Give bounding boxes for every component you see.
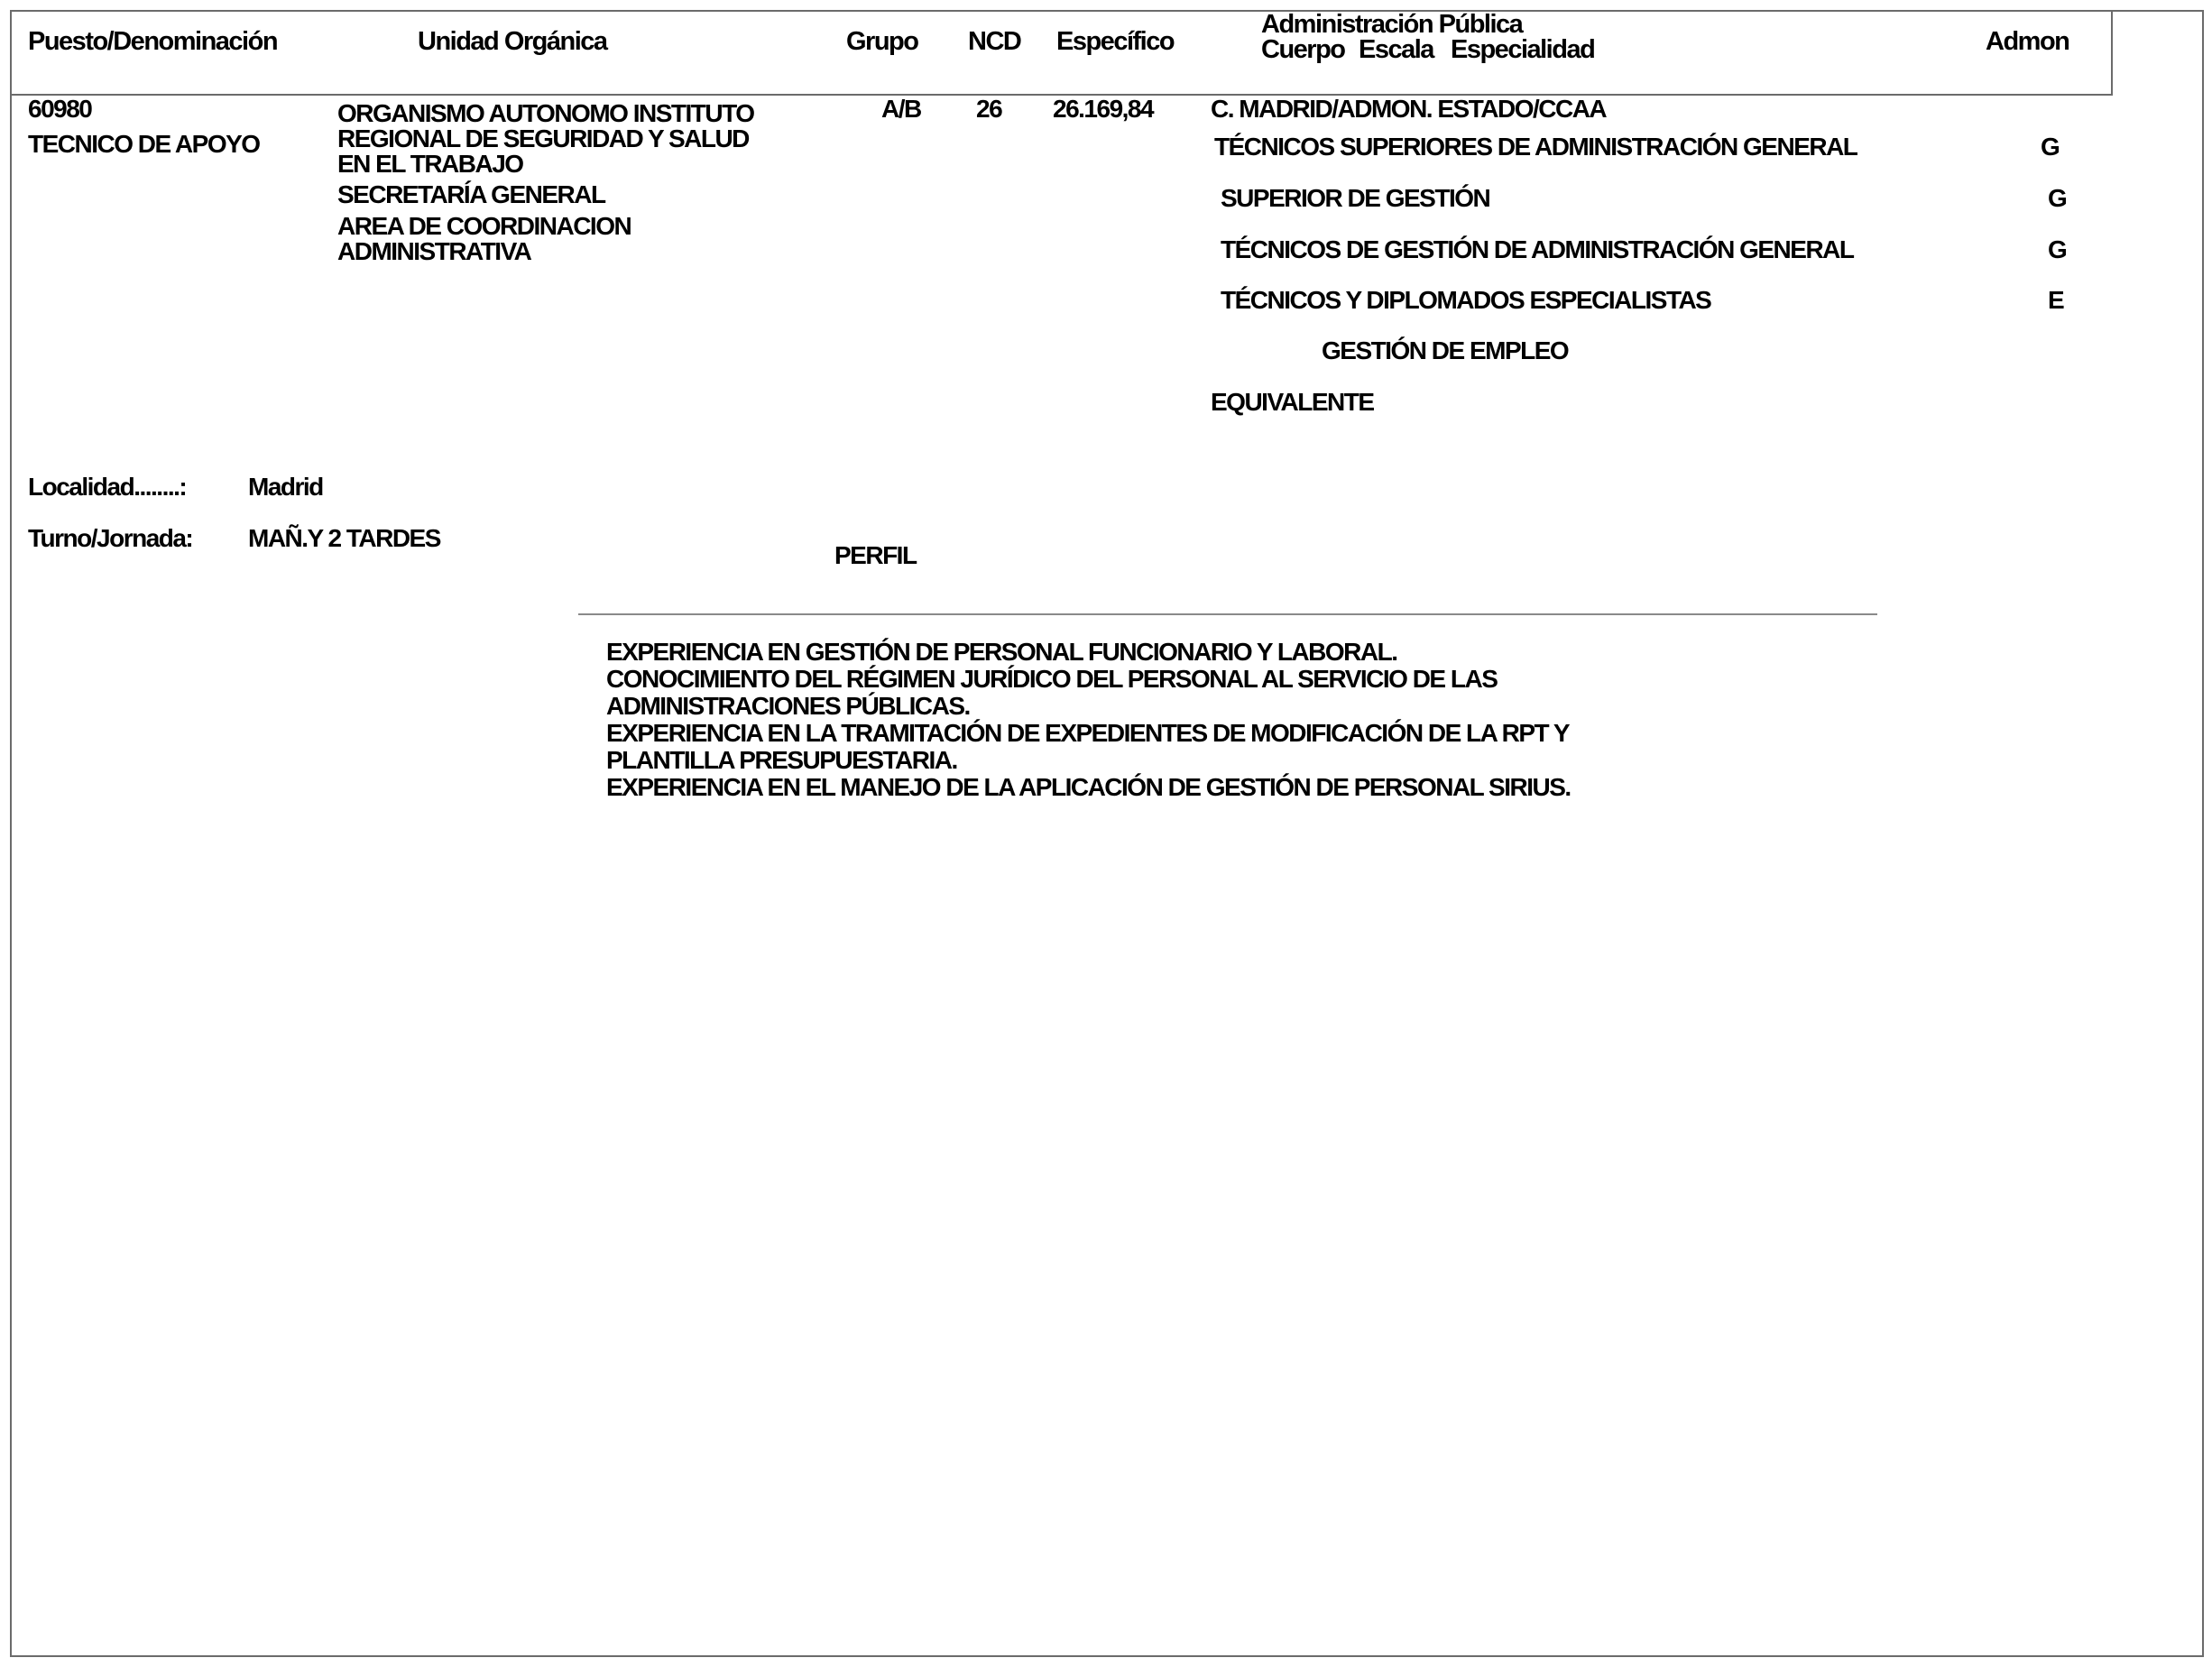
unidad-line: ORGANISMO AUTONOMO INSTITUTO (337, 99, 754, 127)
header-especifico: Específico (1056, 27, 1175, 56)
unidad-line: EN EL TRABAJO (337, 150, 523, 178)
header-escala: Escala (1359, 35, 1433, 64)
record-ncd: 26 (976, 95, 1002, 123)
record-especifico: 26.169,84 (1053, 95, 1154, 123)
header-grupo: Grupo (846, 27, 918, 56)
turno-label: Turno/Jornada: (28, 524, 193, 552)
cuerpo-admon: G (2048, 184, 2067, 212)
perfil-label: PERFIL (834, 541, 917, 569)
perfil-text (606, 639, 1571, 801)
cuerpo-admon: G (2041, 133, 2060, 161)
especialidad: GESTIÓN DE EMPLEO (1322, 336, 1569, 364)
localidad-value: Madrid (248, 473, 323, 501)
localidad-label: Localidad........: (28, 473, 187, 501)
perfil-line: EXPERIENCIA EN LA TRAMITACIÓN DE EXPEDIENTES DE MODIFICACIÓN DE LA RPT Y (606, 719, 1570, 747)
perfil-line: CONOCIMIENTO DEL RÉGIMEN JURÍDICO DEL PERSONAL AL SERVICIO DE LAS (606, 665, 1498, 693)
header-puesto: Puesto/Denominación (28, 27, 278, 56)
secretaria: SECRETARÍA GENERAL (337, 180, 605, 208)
header-unidad: Unidad Orgánica (418, 27, 607, 56)
header-cuerpo: Cuerpo (1261, 35, 1345, 64)
record-administracion: C. MADRID/ADMON. ESTADO/CCAA (1211, 95, 1607, 123)
perfil-line: PLANTILLA PRESUPUESTARIA. (606, 746, 957, 774)
cuerpo-name: TÉCNICOS Y DIPLOMADOS ESPECIALISTAS (1221, 286, 1711, 314)
record-code: 60980 (28, 95, 92, 123)
header-admin-publica: Administración Pública (1261, 10, 1523, 39)
header-especialidad: Especialidad (1451, 35, 1595, 64)
turno-value: MAÑ.Y 2 TARDES (248, 524, 440, 552)
area-line: AREA DE COORDINACION (337, 212, 631, 240)
perfil-divider (578, 613, 1877, 615)
cuerpo-admon: G (2048, 235, 2067, 263)
equivalente: EQUIVALENTE (1211, 388, 1374, 416)
cuerpo-admon: E (2048, 286, 2064, 314)
record-title: TECNICO DE APOYO (28, 130, 260, 158)
cuerpo-name: TÉCNICOS DE GESTIÓN DE ADMINISTRACIÓN GENERAL (1221, 235, 1854, 263)
area-line: ADMINISTRATIVA (337, 237, 531, 265)
perfil-line: EXPERIENCIA EN EL MANEJO DE LA APLICACIÓN DE GESTIÓN DE PERSONAL SIRIUS. (606, 773, 1571, 801)
perfil-line: ADMINISTRACIONES PÚBLICAS. (606, 692, 970, 720)
perfil-line: EXPERIENCIA EN GESTIÓN DE PERSONAL FUNCIONARIO Y LABORAL. (606, 638, 1397, 666)
record-grupo: A/B (881, 95, 921, 123)
header-admon: Admon (1986, 27, 2069, 56)
unidad-line: REGIONAL DE SEGURIDAD Y SALUD (337, 124, 749, 152)
cuerpo-name: SUPERIOR DE GESTIÓN (1221, 184, 1490, 212)
header-ncd: NCD (968, 27, 1021, 56)
cuerpo-name: TÉCNICOS SUPERIORES DE ADMINISTRACIÓN GENERAL (1214, 133, 1857, 161)
